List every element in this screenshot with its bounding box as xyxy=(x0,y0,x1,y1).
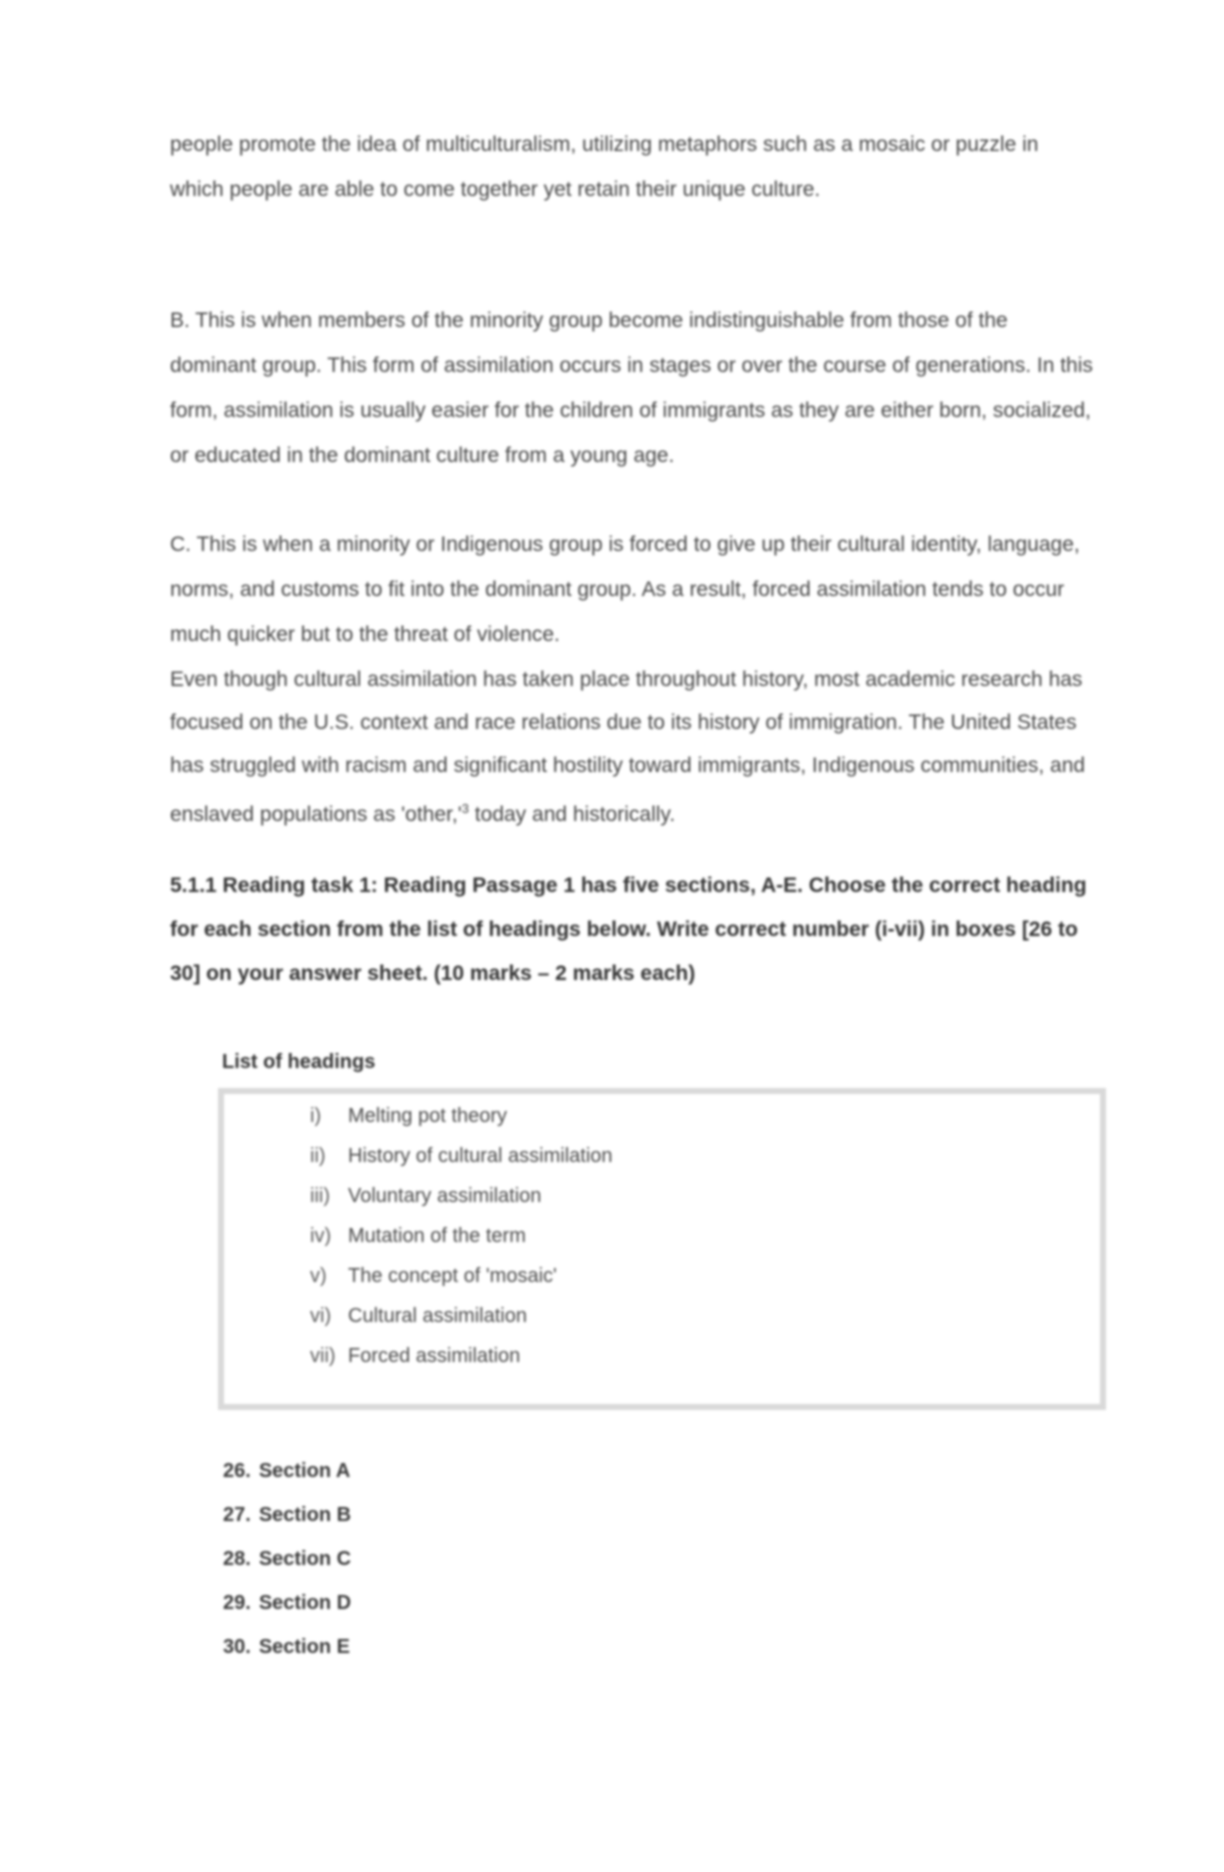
heading-numeral-i: i) xyxy=(310,1105,322,1127)
passage-section-b: B. This is when members of the minority group become indistinguishable from those of the dominant group. This form of assimilation occurs in stages or over the course of generations. In this form, assimilation is usually easier for the children of immigrants as they are either born, socialized, or educated in the dominant culture from a young age. xyxy=(170,309,1093,467)
question-row-28 xyxy=(223,1544,623,1574)
question-number-26: 26. xyxy=(223,1460,251,1482)
heading-numeral-iv: iv) xyxy=(310,1225,332,1247)
passage-section-c: C. This is when a minority or Indigenous group is forced to give up their cultural identity, language, norms, and customs to fit into the dominant group. As a result, forced assimilation tends to occur much quicker but to the threat of violence. xyxy=(170,533,1080,646)
heading-item-i xyxy=(224,1096,1100,1136)
heading-numeral-v: v) xyxy=(310,1265,327,1287)
heading-item-iv xyxy=(224,1216,1100,1256)
question-number-27: 27. xyxy=(223,1504,251,1526)
heading-text-iii: Voluntary assimilation xyxy=(348,1185,542,1207)
heading-numeral-iii: iii) xyxy=(310,1185,330,1207)
question-label-29: Section D xyxy=(258,1592,352,1614)
passage-section-d-main: Even though cultural assimilation has taken place throughout history, most academic research has focused on the U.S. context and race relations due to its history of immigration. The United States has struggled with racism and significant hostility toward immigrants, Indigenous communities, and enslaved populations as 'other,' xyxy=(170,668,1086,826)
question-row-26 xyxy=(223,1456,623,1486)
heading-item-iii xyxy=(224,1176,1100,1216)
question-number-29: 29. xyxy=(223,1592,251,1614)
passage-section-d-tail: today and historically. xyxy=(468,803,676,826)
footnote-marker: 3 xyxy=(461,801,469,816)
heading-text-ii: History of cultural assimilation xyxy=(348,1145,613,1167)
heading-text-i: Melting pot theory xyxy=(348,1105,507,1127)
questions-list xyxy=(223,1456,623,1676)
question-row-27 xyxy=(223,1500,623,1530)
heading-numeral-ii: ii) xyxy=(310,1145,326,1167)
heading-item-v xyxy=(224,1256,1100,1296)
question-label-28: Section C xyxy=(258,1548,352,1570)
question-number-28: 28. xyxy=(223,1548,251,1570)
heading-item-vii xyxy=(224,1336,1100,1376)
question-label-30: Section E xyxy=(258,1636,350,1658)
passage-paragraph-a-tail: people promote the idea of multiculturalism, utilizing metaphors such as a mosaic or puzzle in which people are able to come together yet retain their unique culture. xyxy=(170,133,1039,201)
question-row-30 xyxy=(223,1632,623,1662)
heading-text-v: The concept of 'mosaic' xyxy=(348,1265,557,1287)
question-row-29 xyxy=(223,1588,623,1618)
heading-text-vii: Forced assimilation xyxy=(348,1345,521,1367)
heading-text-vi: Cultural assimilation xyxy=(348,1305,527,1327)
task-instruction: 5.1.1 Reading task 1: Reading Passage 1 has five sections, A-E. Choose the correct heading for each section from the list of headings below. Write correct number (i-vii) in boxes [26 to 30] on your answer sheet. (10 marks – 2 marks each) xyxy=(170,874,1087,985)
heading-item-vi xyxy=(224,1296,1100,1336)
headings-box xyxy=(218,1088,1106,1410)
heading-text-iv: Mutation of the term xyxy=(348,1225,526,1247)
question-number-30: 30. xyxy=(223,1636,251,1658)
passage-section-d xyxy=(170,658,1095,836)
heading-item-ii xyxy=(224,1136,1100,1176)
list-of-headings-label: List of headings xyxy=(222,1051,376,1073)
heading-numeral-vi: vi) xyxy=(310,1305,332,1327)
question-label-26: Section A xyxy=(258,1460,351,1482)
question-label-27: Section B xyxy=(258,1504,352,1526)
heading-numeral-vii: vii) xyxy=(310,1345,336,1367)
